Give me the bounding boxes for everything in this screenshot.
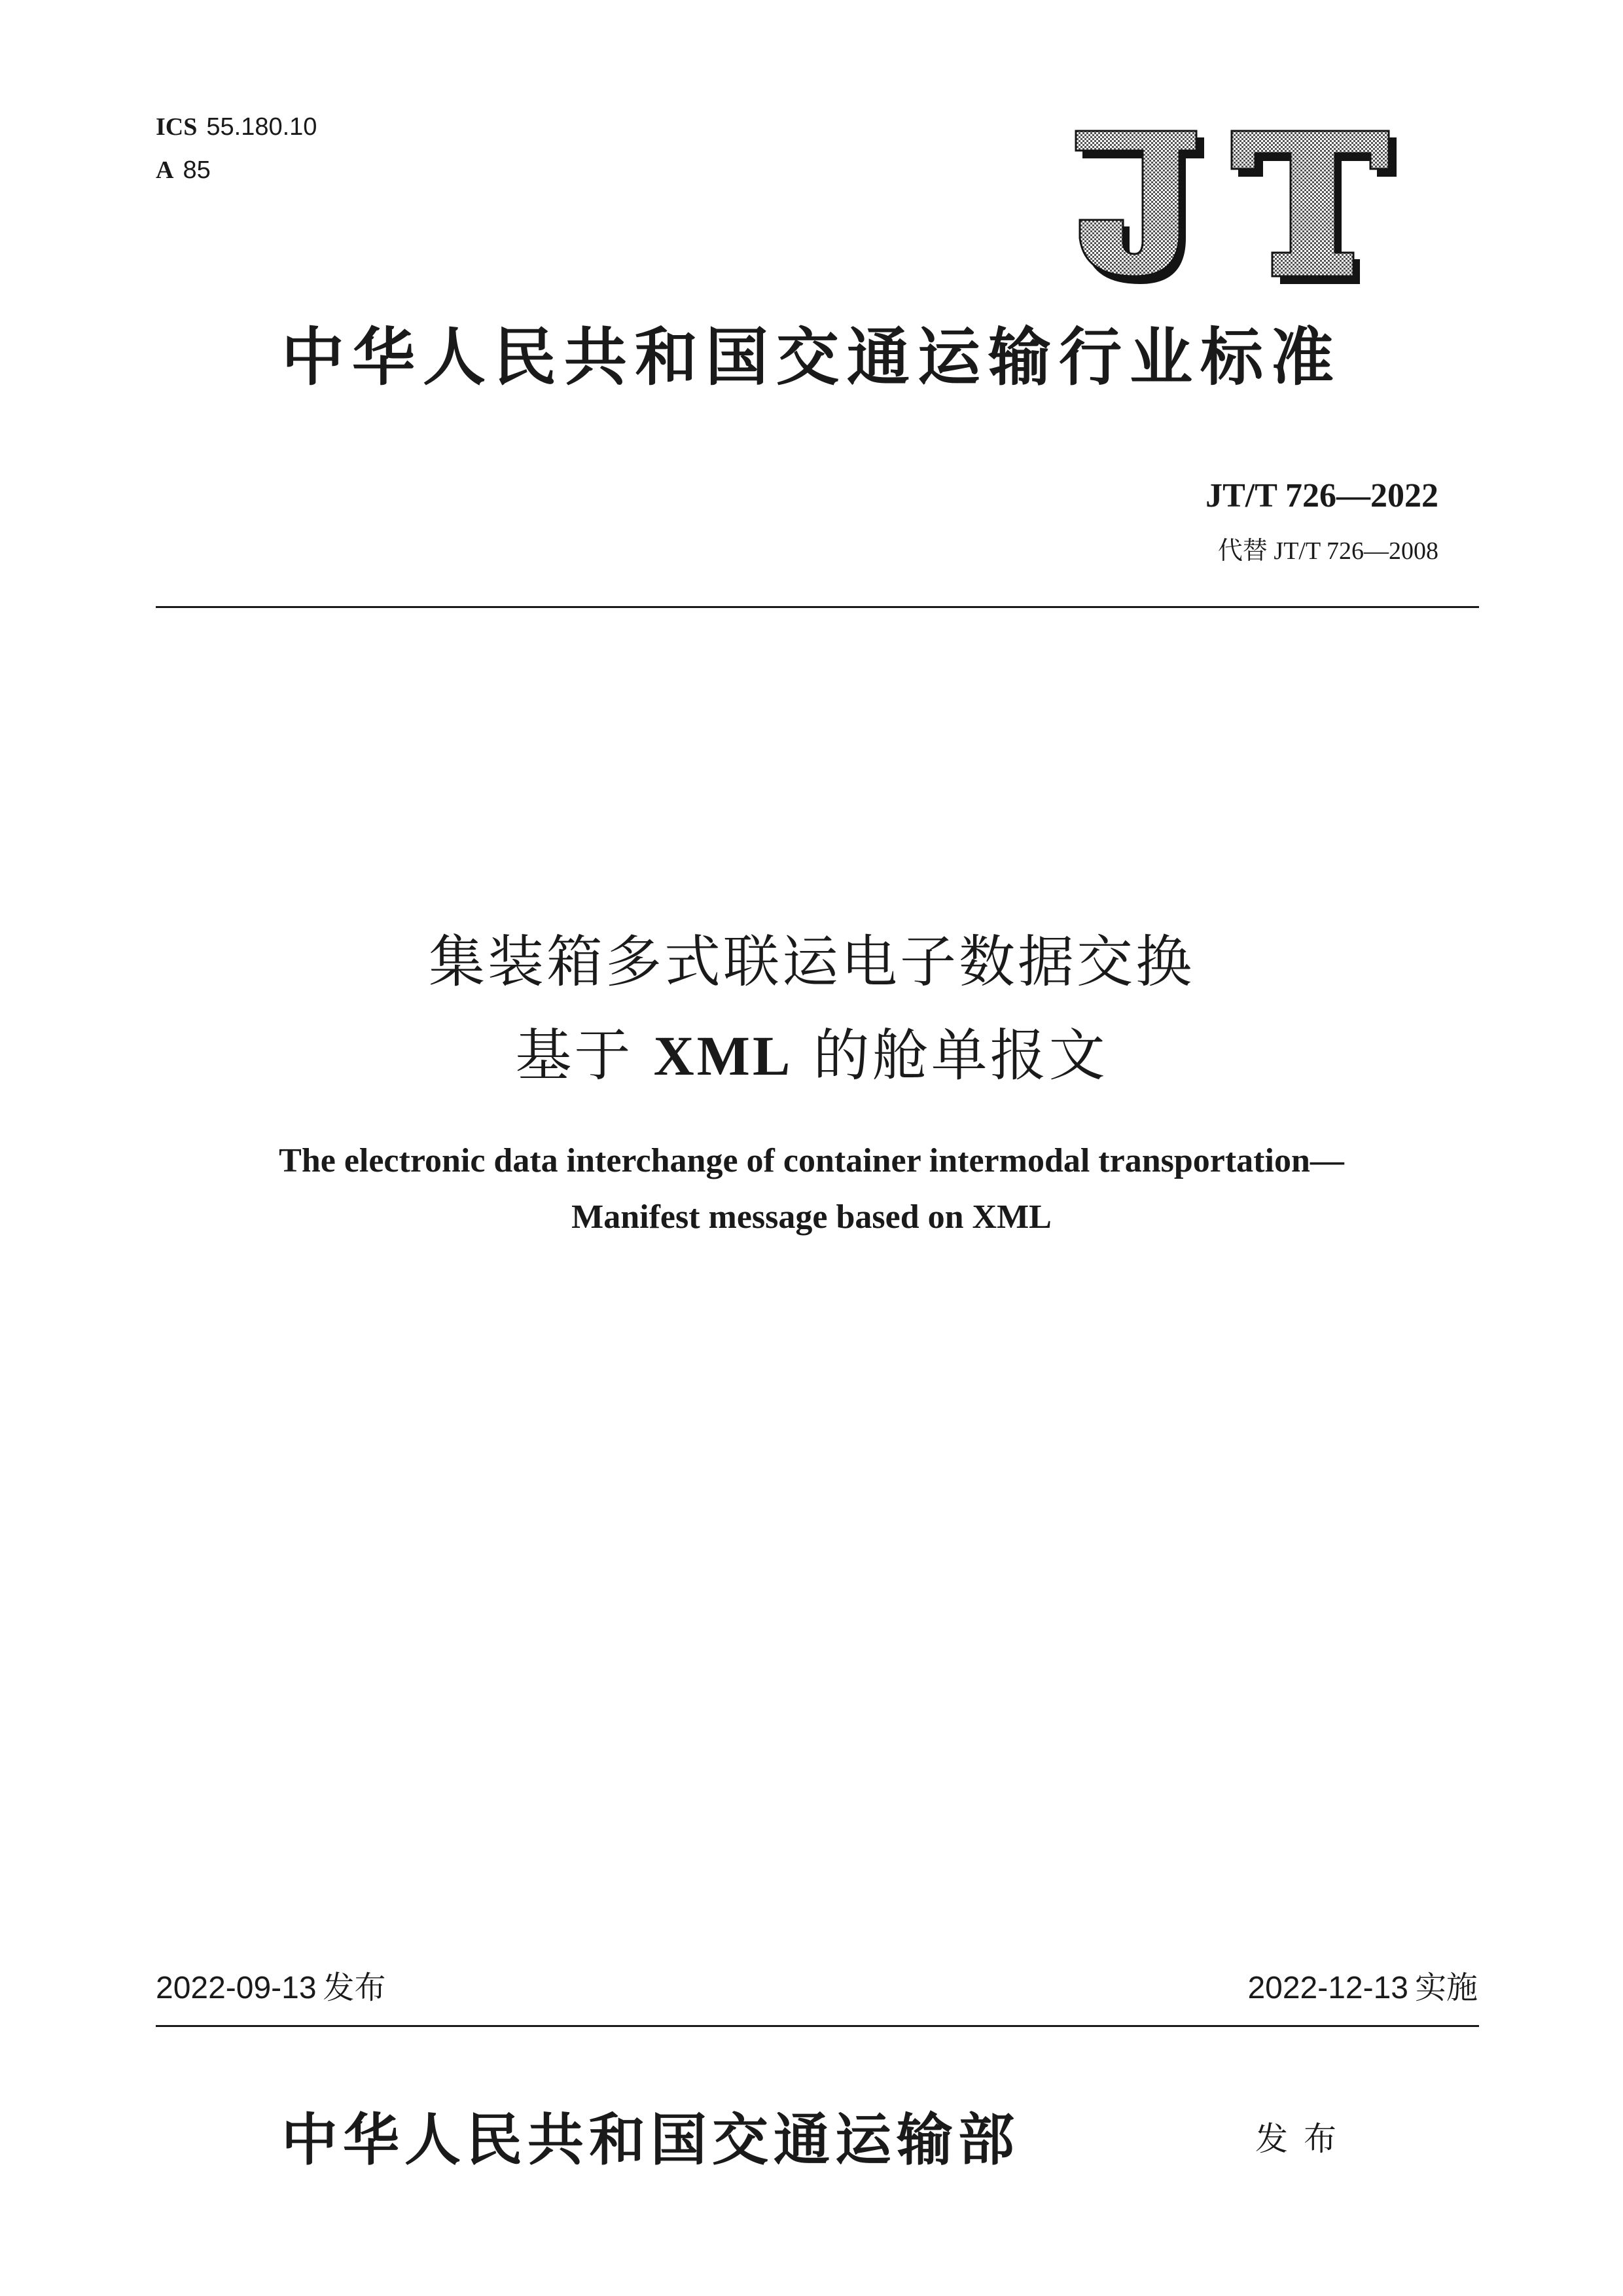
ics-label: ICS	[156, 113, 198, 141]
classification-label: A	[156, 156, 174, 184]
chinese-title-line-1: 集装箱多式联运电子数据交换	[429, 929, 1194, 995]
ics-code: 55.180.10	[206, 113, 317, 141]
issue-date-block	[156, 1962, 386, 2007]
publish-label: 发布	[1255, 2120, 1352, 2158]
publisher-name: 中华人民共和国交通运输部	[281, 2108, 1020, 2173]
implementation-date: 2022-12-13	[1247, 1971, 1408, 2005]
chinese-title-suffix: 的舱单报文	[793, 1023, 1108, 1088]
jt-logo-icon	[1067, 128, 1400, 287]
issue-date: 2022-09-13	[156, 1971, 317, 2005]
implementation-label: 实施	[1414, 1969, 1478, 2006]
english-title-line-2: Manifest message based on XML	[571, 1198, 1052, 1236]
standard-category-heading: 中华人民共和国交通运输行业标准	[281, 321, 1342, 394]
issue-label: 发布	[323, 1969, 386, 2006]
english-title-line-1: The electronic data interchange of container intermodal transportation—	[279, 1142, 1344, 1179]
jt-logo	[1067, 128, 1400, 287]
classification-code-line	[156, 156, 211, 185]
top-divider	[156, 606, 1479, 608]
chinese-title-xml: XML	[653, 1024, 793, 1087]
chinese-title-prefix: 基于	[515, 1023, 654, 1088]
replaced-standard: 代替 JT/T 726—2008	[1217, 537, 1438, 565]
bottom-divider	[156, 2025, 1479, 2027]
chinese-title-line-2	[0, 1010, 1623, 1091]
implementation-date-block	[1247, 1962, 1478, 2007]
standard-number: JT/T 726—2022	[1205, 477, 1438, 514]
ics-code-line	[156, 113, 317, 141]
classification-code: 85	[183, 156, 211, 184]
